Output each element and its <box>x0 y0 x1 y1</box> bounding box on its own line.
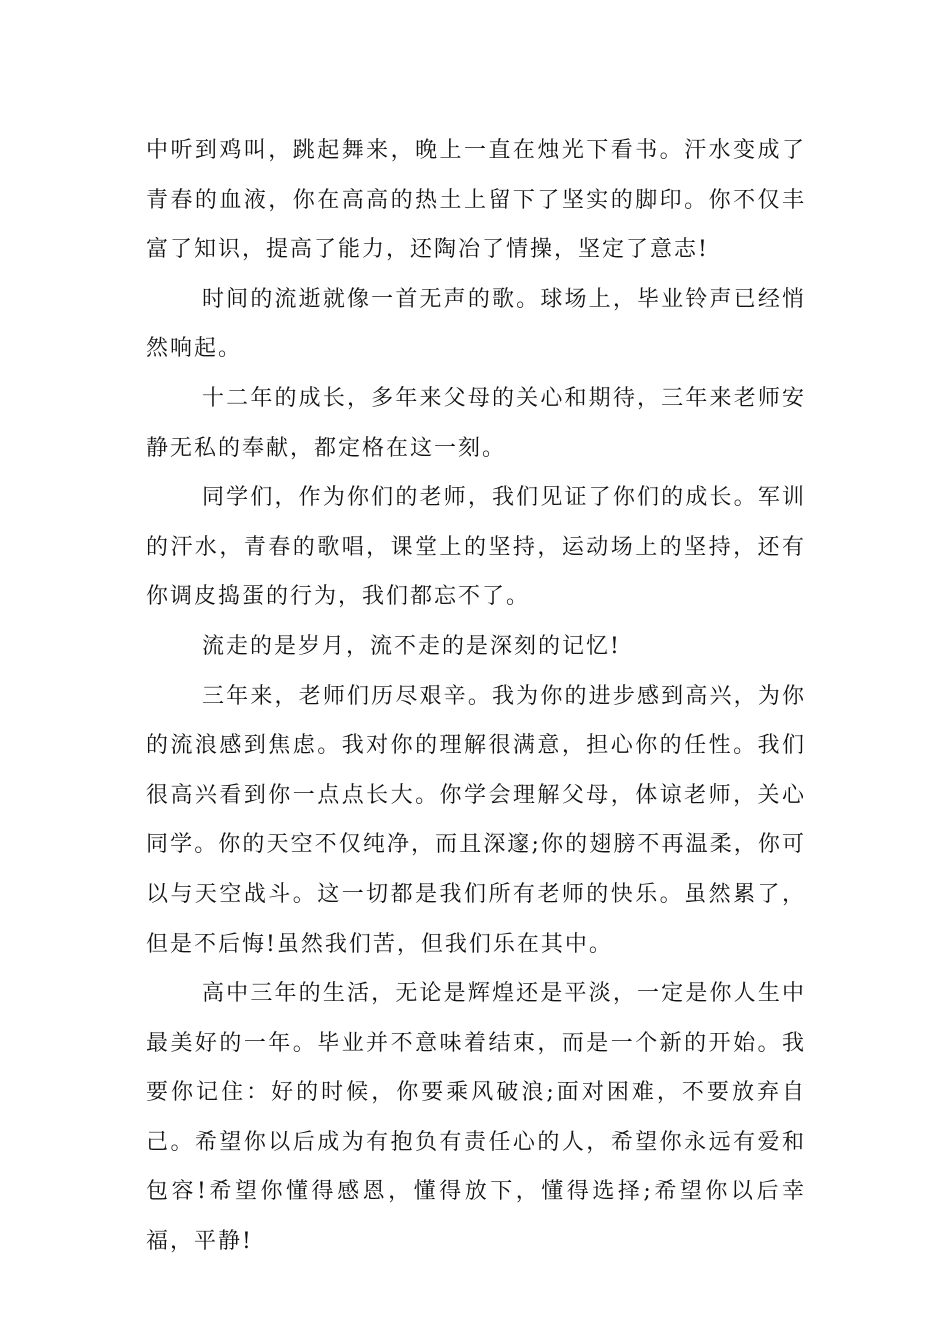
paragraph-1: 中听到鸡叫，跳起舞来，晚上一直在烛光下看书。汗水变成了青春的血液，你在高高的热土上留下了坚实的脚印。你不仅丰富了知识，提高了能力，还陶冶了情操，坚定了意志! <box>146 138 806 263</box>
paragraph-7: 高中三年的生活，无论是辉煌还是平淡，一定是你人生中最美好的一年。毕业并不意味着结束，而是一个新的开始。我要你记住：好的时候，你要乘风破浪;面对困难，不要放弃自己。希望你以后成为有抱负有责任心的人，希望你永远有爱和包容!希望你懂得感恩，懂得放下，懂得选择;希望你以后幸福，平静! <box>146 981 806 1255</box>
paragraph-4: 同学们，作为你们的老师，我们见证了你们的成长。军训的汗水，青春的歌唱，课堂上的坚持，运动场上的坚持，还有你调皮捣蛋的行为，我们都忘不了。 <box>146 485 806 610</box>
paragraph-5: 流走的是岁月，流不走的是深刻的记忆! <box>202 633 621 659</box>
paragraph-6: 三年来，老师们历尽艰辛。我为你的进步感到高兴，为你的流浪感到焦虑。我对你的理解很满意，担心你的任性。我们很高兴看到你一点点长大。你学会理解父母，体谅老师，关心同学。你的天空不仅纯净，而且深邃;你的翅膀不再温柔，你可以与天空战斗。这一切都是我们所有老师的快乐。虽然累了，但是不后悔!虽然我们苦，但我们乐在其中。 <box>146 683 806 957</box>
paragraph-3: 十二年的成长，多年来父母的关心和期待，三年来老师安静无私的奉献，都定格在这一刻。 <box>146 385 806 461</box>
document-body <box>146 126 806 1267</box>
paragraph-2: 时间的流逝就像一首无声的歌。球场上，毕业铃声已经悄然响起。 <box>146 286 806 362</box>
